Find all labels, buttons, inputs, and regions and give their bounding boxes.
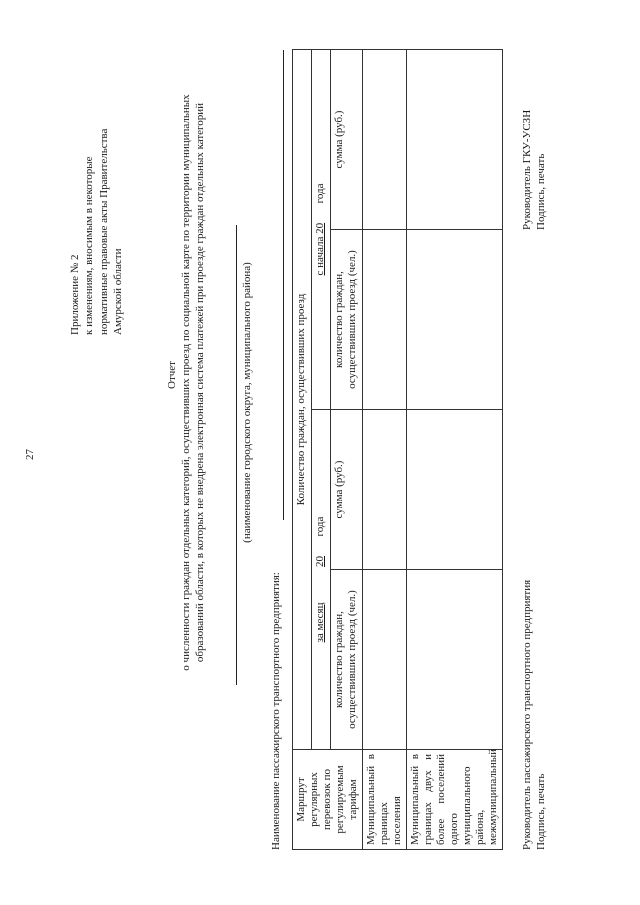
table-cell	[407, 230, 503, 410]
period-ytd-year: года	[313, 183, 326, 204]
col-count-ytd: количество граждан, осуществивших проезд (чел.)	[330, 230, 362, 410]
table-header-row-1	[293, 50, 312, 850]
signature-left-caption: Подпись, печать	[535, 773, 547, 850]
col-count-month: количество граждан, осуществивших проезд (чел.)	[330, 570, 362, 750]
period-month-year-b: года	[313, 516, 326, 537]
region-caption: (наименование городского округа, муниципального района)	[241, 262, 253, 543]
col-sum-ytd: сумма (руб.)	[330, 50, 362, 230]
table-cell	[407, 50, 503, 230]
period-month-label: за месяц	[313, 602, 326, 643]
row-label-municipal-intersettlement: Муниципальный в границах двух и более поселений одного муниципального района, межмуниципальный	[407, 750, 503, 850]
signature-right-role: Руководитель ГКУ-УСЗН	[521, 109, 533, 230]
page-number: 27	[24, 449, 36, 460]
route-header: Маршрут регулярных перевозок по регулируемым тарифам	[293, 750, 363, 850]
period-month-year-a: 20	[313, 555, 326, 567]
period-ytd-label: с начала 20	[313, 222, 326, 276]
period-month-header	[311, 410, 330, 750]
table-cell	[407, 410, 503, 570]
group-header: Количество граждан, осуществивших проезд	[293, 50, 312, 750]
signature-right-caption: Подпись, печать	[535, 153, 547, 230]
table-cell	[363, 230, 407, 410]
appendix-line-4: Амурской области	[112, 248, 125, 335]
appendix-line-2: к изменениям, вносимым в некоторые	[83, 156, 96, 335]
table-header-row-2	[311, 50, 330, 850]
table-row	[407, 50, 503, 850]
report-subtitle-line-2: образований области, в которых не внедрена электронная система платежей при проезде граждан отдельных категорий	[194, 102, 206, 663]
appendix-block	[68, 35, 126, 335]
report-subtitle-line-1: о численности граждан отдельных категорий, осуществивших проезд по социальной карте по территории муниципальных	[180, 94, 192, 671]
appendix-line-3: нормативные правовые акты Правительства	[97, 128, 110, 335]
table-cell	[363, 410, 407, 570]
row-label-municipal-settlement: Муниципальный в границах поселения	[363, 750, 407, 850]
signature-right	[520, 110, 548, 230]
period-ytd-header	[311, 50, 330, 410]
col-sum-month: сумма (руб.)	[330, 410, 362, 570]
table-cell	[407, 570, 503, 750]
report-title: Отчет	[166, 361, 178, 389]
table-cell	[363, 50, 407, 230]
signature-left	[520, 580, 548, 850]
table-row	[363, 50, 407, 850]
appendix-line-1: Приложение № 2	[69, 254, 81, 335]
table-header-row-3	[330, 50, 362, 850]
table-cell	[363, 570, 407, 750]
report-table	[292, 49, 503, 850]
signature-left-role: Руководитель пассажирского транспортного предприятия	[521, 579, 533, 850]
report-title-block	[165, 0, 207, 905]
region-name-line	[236, 225, 237, 685]
org-name-line	[283, 50, 284, 520]
org-name-label: Наименование пассажирского транспортного предприятия:	[270, 572, 282, 850]
